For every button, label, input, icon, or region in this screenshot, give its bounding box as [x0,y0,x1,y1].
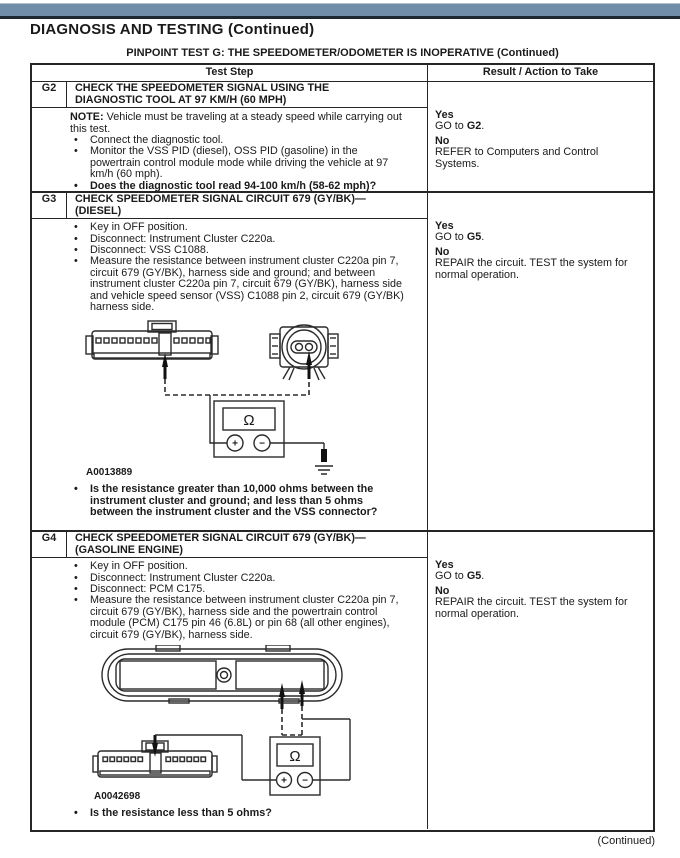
test-lead-dashed [165,379,309,395]
figure-id-label: A0013889 [86,467,133,479]
test-step-row-g3 [32,193,653,532]
result-yes-action-post: . [481,231,485,244]
step-bullet: • Measure the resistance between instrument cluster C220a pin 7, circuit 679 (GY/BK), harness side and ground; and between instrument cluster C220a pin 7, circuit 679 (GY/BK), harness side and vehicle speed sensor (VSS) C1088 pin 2, circuit 679 (GY/BK) harness side. [90,256,407,313]
g3-resistance-test-diagram [62,317,402,479]
ohmmeter-display: Ω [289,748,301,766]
result-yes-label: Yes [435,109,454,121]
step-id: G4 [32,532,67,557]
vss-connector [270,325,338,380]
ground-lead [270,443,324,449]
step-id: G2 [32,82,67,107]
note-text: Vehicle must be traveling at a steady speed while carrying out this test. [70,111,402,135]
result-no-action: REPAIR the circuit. TEST the system for normal operation. [435,257,628,281]
pinpoint-test-title: PINPOINT TEST G: THE SPEEDOMETER/ODOMETER IS INOPERATIVE (Continued) [126,47,559,59]
figure-id-label: A0042698 [94,791,141,803]
ground-symbol [315,449,333,474]
result-yes-action-post: . [481,120,485,133]
test-probe [299,680,305,706]
step-id: G3 [32,193,67,218]
step-title: CHECK THE SPEEDOMETER SIGNAL USING THE DIAGNOSTIC TOOL AT 97 KM/H (60 MPH) [75,82,330,106]
step-title: CHECK SPEEDOMETER SIGNAL CIRCUIT 679 (GY/BK)—(GASOLINE ENGINE) [75,532,366,556]
negative-terminal-label: − [259,438,265,450]
ohmmeter-display: Ω [243,412,255,430]
g4-resistance-test-diagram [92,645,422,803]
step-question: • Does the diagnostic tool read 94-100 km/h (58-62 mph)? [90,181,407,192]
note-line [70,112,411,135]
step-header [32,532,427,558]
test-probe [279,683,285,709]
step-bullet: • Connect the diagnostic tool. [90,135,407,146]
step-question: • Is the resistance less than 5 ohms? [90,808,407,819]
table-header-row [32,65,653,82]
step-title: CHECK SPEEDOMETER SIGNAL CIRCUIT 679 (GY/BK)—(DIESEL) [75,193,366,217]
pinpoint-test-table [30,63,655,832]
test-probe [162,353,168,379]
step-header [32,193,427,219]
ohmmeter [270,737,320,795]
result-yes-action-pre: GO to [435,570,467,583]
column-header-result: Result / Action to Take [427,65,653,81]
pcm-connector [102,645,342,703]
test-step-row-g2 [32,82,653,193]
step-bullet: • Key in OFF position. [90,561,407,572]
step-body [32,108,427,193]
result-cell [427,532,653,829]
test-probe [152,735,158,757]
result-no-action: REFER to Computers and Control Systems. [435,146,599,170]
test-step-row-g4 [32,532,653,829]
test-probe [306,351,312,379]
step-bullet: • Disconnect: Instrument Cluster C220a. [90,234,407,245]
result-cell [427,82,653,191]
page-top-banner [0,3,680,19]
step-bullet: • Disconnect: PCM C175. [90,584,407,595]
ohmmeter [214,401,284,457]
result-yes-label: Yes [435,559,454,571]
result-yes-action [435,121,640,132]
result-cell [427,193,653,530]
step-body [32,558,427,821]
section-heading: DIAGNOSIS AND TESTING (Continued) [30,21,315,38]
step-bullet: • Key in OFF position. [90,222,407,233]
result-no-label: No [435,134,450,147]
column-header-test-step: Test Step [205,66,254,78]
step-body [32,219,427,520]
positive-terminal-label: + [281,775,287,787]
step-header [32,82,427,108]
result-yes-label: Yes [435,220,454,232]
result-yes-action [435,571,640,582]
continued-note: (Continued) [597,835,655,847]
result-yes-action-pre: GO to [435,120,467,133]
instrument-cluster-connector [86,321,218,359]
step-bullet: • Disconnect: VSS C1088. [90,245,407,256]
result-yes-ref: G2 [466,120,482,133]
note-label: NOTE: [70,111,104,124]
test-lead-dashed [282,706,302,735]
test-step-cell [32,193,427,530]
result-yes-ref: G5 [466,231,482,244]
result-yes-action [435,232,640,243]
test-lead-solid [210,395,227,443]
step-bullet: • Measure the resistance between instrument cluster C220a pin 7, circuit 679 (GY/BK), harness side and the powertrain control module (PCM) C175 pin 46 (6.8L) or pin 68 (all other engines), circuit 679 (GY/BK), harness side. [90,595,407,641]
step-bullet: • Disconnect: Instrument Cluster C220a. [90,573,407,584]
result-yes-ref: G5 [466,570,482,583]
result-no-label: No [435,584,450,597]
test-step-cell [32,82,427,191]
step-question: • Is the resistance greater than 10,000 ohms between the instrument cluster and ground; and less than 5 ohms between the instrument cluster and the VSS connector? [90,484,407,518]
negative-terminal-label: − [302,775,308,787]
step-bullet: • Monitor the VSS PID (diesel), OSS PID (gasoline) in the powertrain control module mode while driving the vehicle at 97 km/h (60 mph). [90,146,407,180]
result-yes-action-pre: GO to [435,231,467,244]
result-no-action: REPAIR the circuit. TEST the system for normal operation. [435,596,628,620]
test-step-cell [32,532,427,829]
result-no-label: No [435,245,450,258]
positive-terminal-label: + [232,438,238,450]
test-lead-solid [302,719,350,780]
result-yes-action-post: . [481,570,485,583]
